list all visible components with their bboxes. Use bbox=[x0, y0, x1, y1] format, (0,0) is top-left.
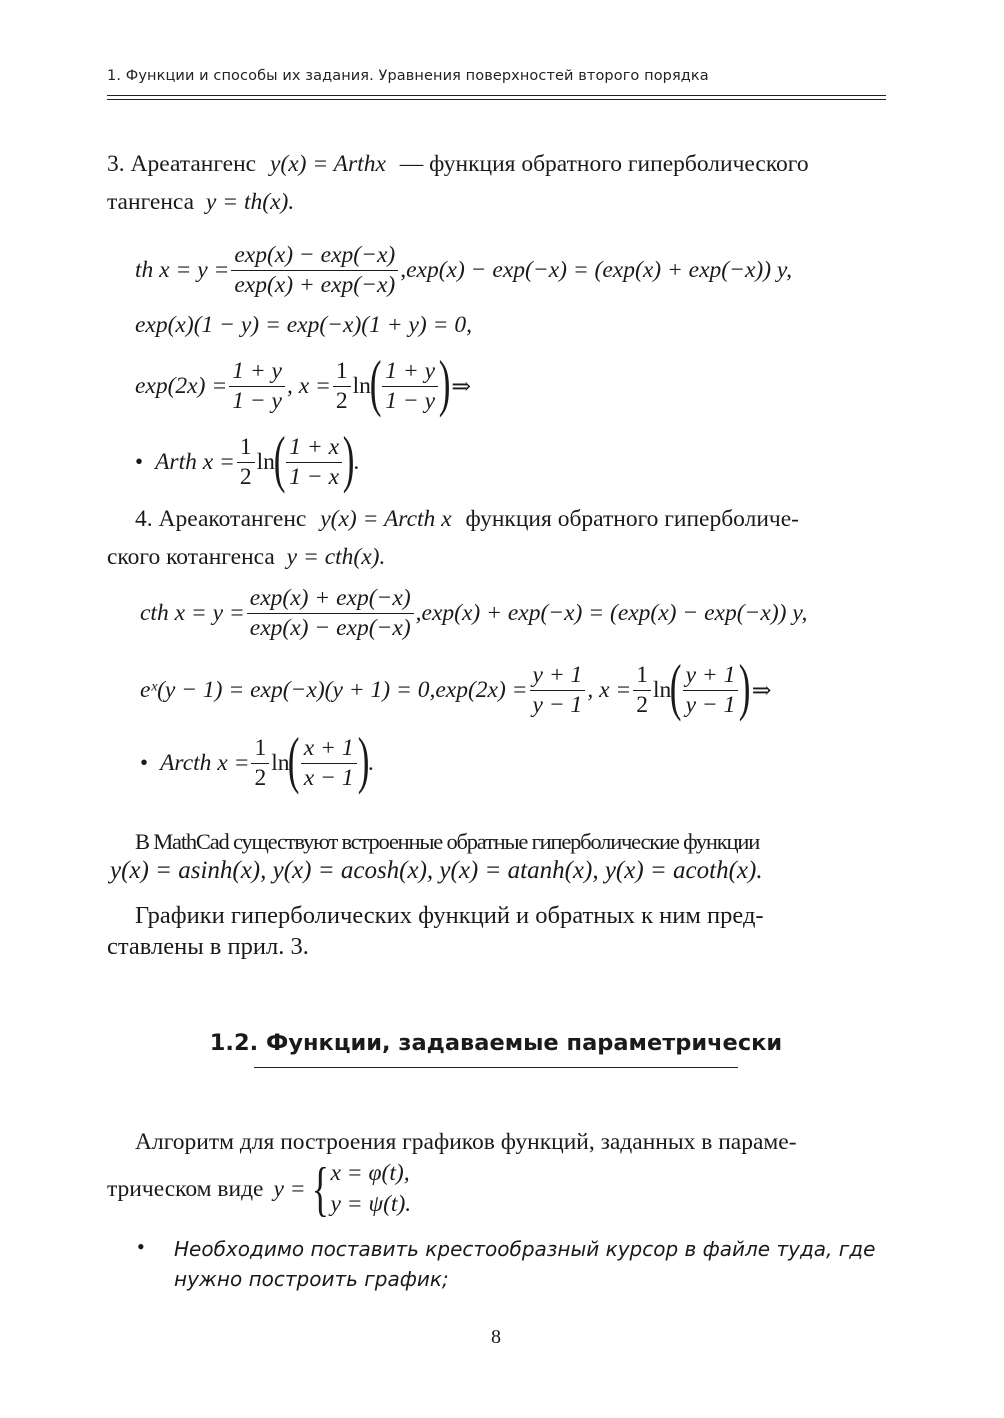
header-rule-thin bbox=[107, 99, 886, 100]
ln-operator: ln bbox=[271, 749, 290, 776]
fraction bbox=[382, 358, 438, 415]
arth-result bbox=[135, 423, 360, 494]
fraction-numerator: y + 1 bbox=[685, 661, 736, 688]
arth-equation-3 bbox=[135, 347, 472, 418]
eq-lhs: Arcth x = bbox=[160, 749, 250, 776]
section-name: Ареакотангенс bbox=[158, 506, 307, 532]
subsection-underline bbox=[254, 1067, 738, 1068]
bullet-icon: • bbox=[137, 1234, 145, 1259]
eq-lhs: eˣ(y − 1) = exp(−x)(y + 1) = 0,exp(2x) = bbox=[140, 676, 528, 703]
section3-line2 bbox=[107, 183, 294, 221]
fraction bbox=[286, 434, 342, 491]
left-paren-icon: ( bbox=[273, 423, 286, 494]
running-header: 1. Функции и способы их задания. Уравнения поверхностей второго порядка bbox=[107, 68, 709, 84]
section3-line1 bbox=[107, 145, 809, 183]
bullet-icon: • bbox=[135, 449, 144, 474]
fraction-numerator: exp(x) + exp(−x) bbox=[249, 585, 411, 611]
fraction-numerator: 1 + y bbox=[385, 357, 436, 384]
fraction-half bbox=[333, 358, 351, 415]
fraction bbox=[530, 662, 586, 719]
mathcad-line2: y(x) = asinh(x), y(x) = acosh(x), y(x) = atanh(x), y(x) = acoth(x). bbox=[110, 857, 763, 884]
right-paren-icon: ) bbox=[357, 724, 370, 795]
fraction bbox=[231, 242, 398, 299]
graphs-line1: Графики гиперболических функций и обратных к ним пред- bbox=[135, 902, 764, 929]
fraction-denominator: exp(x) + exp(−x) bbox=[231, 270, 398, 299]
system-eq-2: y = ψ(t). bbox=[330, 1191, 412, 1217]
left-paren-icon: ( bbox=[369, 347, 382, 418]
left-brace-icon: { bbox=[311, 1156, 329, 1222]
implies-icon: ⇒ bbox=[451, 373, 472, 400]
fraction-denominator: 2 bbox=[251, 763, 269, 792]
arcth-result bbox=[140, 724, 374, 795]
page-number: 8 bbox=[491, 1326, 501, 1348]
fraction-denominator: 1 − y bbox=[382, 386, 438, 415]
fraction-denominator: y − 1 bbox=[683, 690, 739, 719]
left-paren-icon: ( bbox=[670, 651, 682, 722]
fraction-numerator: 1 bbox=[254, 734, 267, 761]
algorithm-text: трическом виде bbox=[107, 1175, 264, 1202]
inline-formula: y = th(x). bbox=[205, 189, 295, 215]
section-number: 4. bbox=[135, 506, 153, 532]
eq-text: exp(x)(1 − y) = exp(−x)(1 + y) = 0, bbox=[135, 312, 472, 338]
eq-rhs: ,exp(x) − exp(−x) = (exp(x) + exp(−x)) y, bbox=[400, 257, 792, 283]
fraction-numerator: exp(x) − exp(−x) bbox=[234, 242, 396, 268]
eq-lhs: th x = y = bbox=[135, 257, 230, 283]
equation-system bbox=[330, 1158, 411, 1220]
section-desc-cont: тангенса bbox=[107, 189, 195, 215]
ln-operator: ln bbox=[256, 448, 275, 475]
arth-equation-2 bbox=[135, 312, 472, 339]
fraction-half bbox=[251, 735, 269, 792]
bullet-item-line2: нужно построить график; bbox=[174, 1267, 449, 1291]
fraction-denominator: x − 1 bbox=[301, 763, 357, 792]
arcth-equation-1 bbox=[140, 585, 807, 642]
fraction bbox=[247, 585, 414, 642]
ln-operator: ln bbox=[652, 676, 672, 703]
algorithm-line2 bbox=[107, 1158, 411, 1220]
section4-line1 bbox=[135, 500, 799, 538]
bullet-icon: • bbox=[140, 750, 149, 775]
fraction-denominator: 2 bbox=[633, 690, 651, 719]
fraction-denominator: y − 1 bbox=[530, 690, 586, 719]
fraction-numerator: 1 + x bbox=[289, 433, 340, 460]
fraction-numerator: x + 1 bbox=[303, 734, 354, 761]
fraction-numerator: 1 bbox=[239, 433, 252, 460]
bullet-item-line1: Необходимо поставить крестообразный курсор в файле туда, где bbox=[174, 1237, 876, 1261]
right-paren-icon: ) bbox=[438, 347, 451, 418]
fraction-denominator: 2 bbox=[333, 386, 351, 415]
algorithm-line1: Алгоритм для построения графиков функций, заданных в параме- bbox=[135, 1129, 797, 1155]
fraction-numerator: 1 bbox=[636, 661, 648, 688]
inline-formula: y(x) = Arcth x bbox=[320, 506, 452, 532]
eq-lhs: exp(2x) = bbox=[135, 372, 228, 399]
eq-lhs: Arth x = bbox=[155, 448, 235, 475]
eq-lhs: y = bbox=[273, 1175, 306, 1202]
header-rule bbox=[107, 95, 886, 96]
section4-line2 bbox=[107, 538, 385, 576]
eq-mid: , x = bbox=[286, 372, 331, 399]
mathcad-line1: В MathCad существуют встроенные обратные гиперболические функции bbox=[135, 829, 760, 854]
fraction-denominator: exp(x) − exp(−x) bbox=[247, 613, 414, 642]
ln-operator: ln bbox=[352, 372, 371, 399]
fraction bbox=[683, 662, 739, 719]
right-paren-icon: ) bbox=[739, 651, 751, 722]
eq-end: . bbox=[353, 448, 360, 475]
right-paren-icon: ) bbox=[342, 423, 355, 494]
fraction bbox=[229, 358, 285, 415]
section-number: 3. bbox=[107, 151, 125, 177]
section-desc: функция обратного гиперболиче- bbox=[465, 506, 799, 532]
fraction-half bbox=[633, 662, 651, 719]
fraction-half bbox=[237, 434, 255, 491]
left-paren-icon: ( bbox=[288, 724, 301, 795]
eq-lhs: cth x = y = bbox=[140, 600, 245, 626]
subsection-title: 1.2. Функции, задаваемые параметрически bbox=[209, 1030, 783, 1056]
fraction-denominator: 1 − y bbox=[229, 386, 285, 415]
eq-rhs: ,exp(x) + exp(−x) = (exp(x) − exp(−x)) y, bbox=[415, 600, 808, 626]
eq-end: . bbox=[367, 749, 374, 776]
fraction-numerator: 1 bbox=[335, 357, 348, 384]
implies-icon: ⇒ bbox=[751, 677, 772, 704]
inline-formula: y = cth(x). bbox=[286, 544, 386, 570]
arcth-equation-2 bbox=[140, 651, 772, 722]
eq-mid: , x = bbox=[587, 676, 632, 703]
fraction-denominator: 1 − x bbox=[286, 462, 342, 491]
section-name: Ареатангенс bbox=[130, 151, 257, 177]
system-eq-1: x = φ(t), bbox=[330, 1160, 410, 1186]
fraction-denominator: 2 bbox=[237, 462, 255, 491]
section-desc-cont: ского котангенса bbox=[107, 544, 275, 570]
arth-equation-1 bbox=[135, 242, 792, 299]
inline-formula: y(x) = Arthx bbox=[269, 151, 386, 177]
graphs-line2: ставлены в прил. 3. bbox=[107, 933, 309, 960]
section-desc: — функция обратного гиперболического bbox=[399, 151, 809, 177]
fraction bbox=[301, 735, 357, 792]
fraction-numerator: y + 1 bbox=[532, 661, 583, 688]
fraction-numerator: 1 + y bbox=[232, 357, 282, 384]
